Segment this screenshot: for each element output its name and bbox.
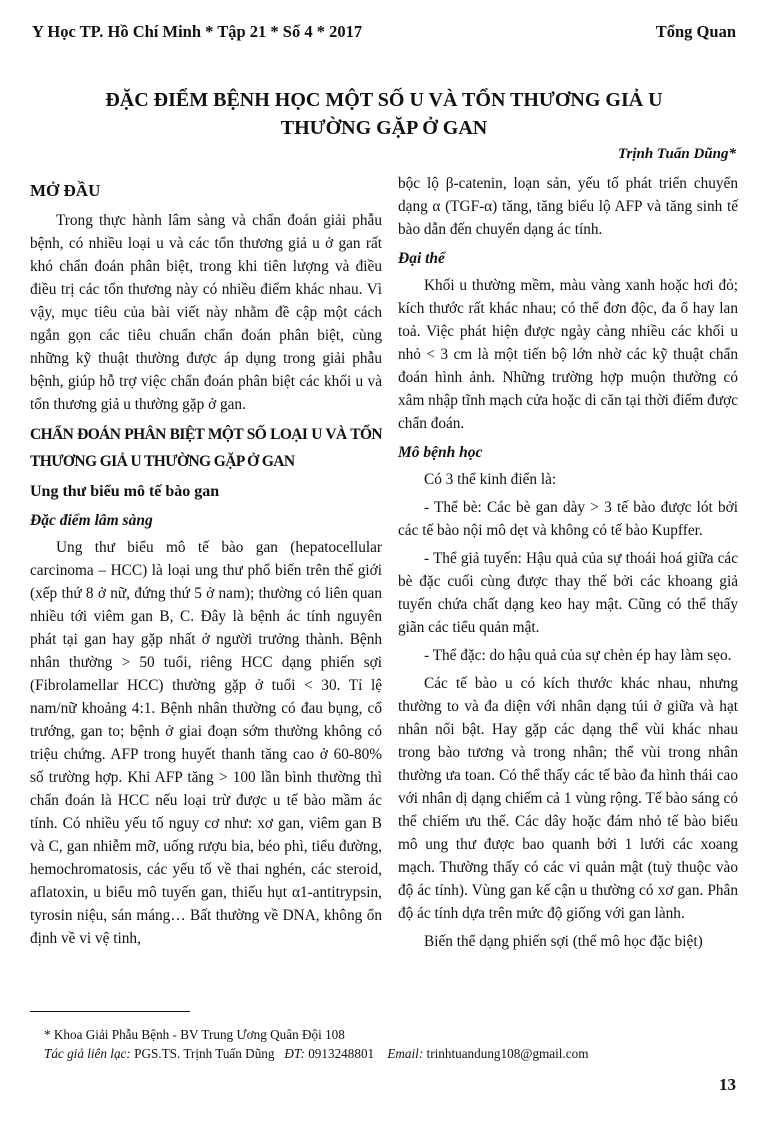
phone: 0913248801 xyxy=(308,1046,375,1061)
type-trabecular: - Thể bè: Các bè gan dày > 3 tế bào được lót bởi các tế bào nội mô dẹt và không có tế bào Kupffer. xyxy=(398,499,738,539)
micro-heading: Mô bệnh học xyxy=(398,444,483,461)
intro-paragraph: Trong thực hành lâm sàng và chẩn đoán giải phẫu bệnh, có nhiều loại u và các tổn thương giả u ở gan rất khó chẩn đoán phân biệt, trong khi tiên lượng và điều điều trị các tổn thương này có nhiều điểm khác nhau. Vì vậy, mục tiêu của bài viết này nhằm đề cập một cách ngắn gọn các tiêu chuẩn chẩn đoán phân biệt, cùng những kỹ thuật thường được áp dụng trong giải phẫu bệnh, giúp hỗ trợ việc chẩn đoán phân biệt các khối u và tổn thương giả u thường gặp ở gan. xyxy=(30,212,382,413)
left-column xyxy=(30,178,382,955)
page-number: 13 xyxy=(719,1075,736,1094)
intro-heading: MỞ ĐẦU xyxy=(30,181,101,200)
right-column xyxy=(398,172,738,958)
phone-label: ĐT: xyxy=(284,1046,305,1061)
footnote-affiliation: * Khoa Giải Phẫu Bệnh - BV Trung Ương Quân Đội 108 xyxy=(44,1027,345,1042)
author: Trịnh Tuấn Dũng* xyxy=(617,146,736,162)
type-solid: - Thể đặc: do hậu quả của sự chèn ép hay làm sẹo. xyxy=(424,647,732,664)
running-header-section: Tổng Quan xyxy=(655,22,736,41)
type-pseudoglandular: - Thể giả tuyến: Hậu quả của sự thoái hoá giữa các bè đặc cuối cùng được thay thế bởi các khoang giả tuyến chứa chất dạng keo hay mật. Cũng có thể thấy giãn các tiểu quản mật. xyxy=(398,550,738,636)
footnote-divider xyxy=(30,1011,190,1012)
cells-paragraph: Các tế bào u có kích thước khác nhau, nhưng thường to và đa diện với nhân dạng túi ở giữa và hạt nhân nổi bật. Hay gặp các dạng thể vùi khác nhau trong bào tương và trong nhân; thể vùi trong nhân thường ưa toan. Có thể thấy các tế bào đa hình thái cao với nhân dị dạng chiếm cả 1 vùng rộng. Tế bào sáng có thể chiếm ưu thế. Các dây hoặc đám nhỏ tế bào biểu mô ung thư được bao quanh bởi 1 lưới các xoang mạch. Thường thấy có các vi quản mật (tuỳ thuộc vào độ ác tính). Vùng gan kế cận u thường có xơ gan. Phân độ ác tính dựa trên mức độ giống với gan lành. xyxy=(398,675,738,922)
gross-paragraph: Khối u thường mềm, màu vàng xanh hoặc hơi đỏ; kích thước rất khác nhau; có thể đơn độc, đa ổ hay lan toả. Việc phát hiện được ngày càng nhiều các khối u nhỏ < 3 cm là một tiến bộ lớn nhờ các kỹ thuật chẩn đoán hình ảnh. Những trường hợp muộn thường có xâm nhập tĩnh mạch cửa hoặc di căn tại thời điểm được chẩn đoán. xyxy=(398,277,738,432)
email-label: Email: xyxy=(387,1046,424,1061)
running-header-journal: Y Học TP. Hồ Chí Minh * Tập 21 * Số 4 * 2017 xyxy=(32,22,363,41)
gross-heading: Đại thể xyxy=(398,250,445,267)
continued-paragraph: bộc lộ β-catenin, loạn sản, yếu tố phát triển chuyển dạng α (TGF-α) tăng, tăng biểu lộ AFP và tăng sinh tế bào dẫn đến chuyển dạng ác tính. xyxy=(398,175,738,238)
clinical-paragraph: Ung thư biểu mô tế bào gan (hepatocellular carcinoma – HCC) là loại ung thư phổ biến trên thế giới (xếp thứ 8 ở nữ, đứng thứ 5 ở nam); thường có liên quan nhiều tới viêm gan B, C. Đây là bệnh ác tính nguyên phát tại gan hay gặp nhất ở người trưởng thành. Bệnh nhân thường > 50 tuổi, riêng HCC dạng phiến sợi (Fibrolamellar HCC) thường gặp ở tuổi < 30. Tỉ lệ nam/nữ khoảng 4:1. Bệnh nhân thường có đau bụng, cổ trướng, gan to; bệnh ở giai đoạn sớm thường không có triệu chứng. AFP trong huyết thanh tăng cao ở 60-80% số trường hợp. Khi AFP tăng > 100 lần bình thường thì chẩn đoán là HCC nếu loại trừ được u tế bào mầm ác tính. Có nhiều yếu tố nguy cơ như: xơ gan, viêm gan B và C, gan nhiễm mỡ, uống rượu bia, béo phì, tiểu đường, hemochromatosis, các yếu tố về thai nghén, các steroid, aflatoxin, u biểu mô tuyến gan, thiếu hụt α1-antitrypsin, tyrosin niệu, sán máng… Bất thường về DNA, không ổn định về vi vệ tinh, xyxy=(30,539,382,947)
micro-intro: Có 3 thể kinh điển là: xyxy=(424,471,557,488)
clinical-heading: Đặc điểm lâm sàng xyxy=(30,512,153,529)
article-title: ĐẶC ĐIỂM BỆNH HỌC MỘT SỐ U VÀ TỔN THƯƠNG GIẢ U THƯỜNG GẶP Ở GAN xyxy=(105,89,663,139)
contact-name: PGS.TS. Trịnh Tuấn Dũng xyxy=(134,1046,275,1061)
variant-paragraph: Biến thể dạng phiến sợi (thể mô học đặc biệt) xyxy=(424,933,703,950)
subsection-heading: Ung thư biểu mô tế bào gan xyxy=(30,483,220,500)
contact-label: Tác giả liên lạc: xyxy=(44,1046,131,1061)
section-heading: CHẨN ĐOÁN PHÂN BIỆT MỘT SỐ LOẠI U VÀ TỔN THƯƠNG GIẢ U THƯỜNG GẶP Ở GAN xyxy=(30,426,382,470)
email: trinhtuandung108@gmail.com xyxy=(426,1046,589,1061)
footnote-contact xyxy=(44,1045,588,1063)
